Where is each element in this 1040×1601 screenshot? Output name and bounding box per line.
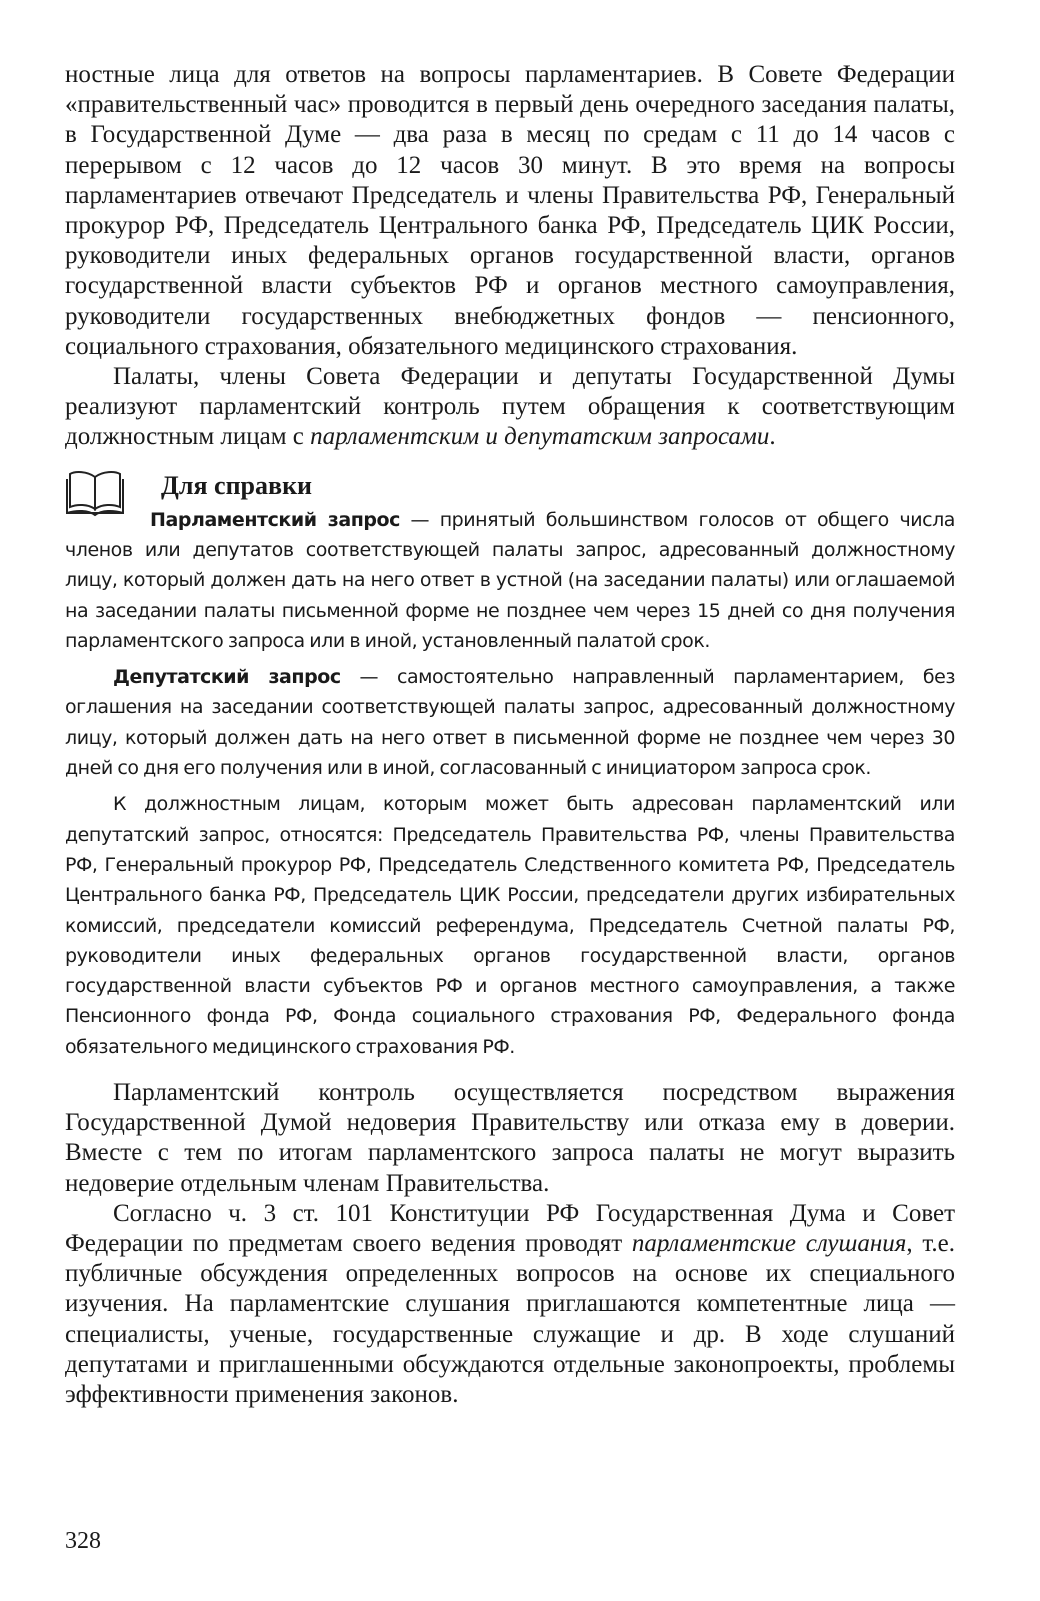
reference-title: Для справки — [161, 470, 313, 500]
italic-term: парламентские слушания — [631, 1230, 907, 1257]
definition-text: — самостоятельно направленный парламентарием, без оглашения на заседании соответствующей палаты запрос, адресованный должностному лицу, который должен дать на него ответ в письменной форме не позднее чем через 30 дней со дня его получения или в иной, согласованный с инициатором запроса срок. — [65, 666, 955, 780]
paragraph-hearings — [65, 1199, 955, 1410]
officials-list-paragraph: К должностным лицам, которым может быть адресован парламентский или депутатский запрос, относятся: Председатель Правительства РФ, члены Правительства РФ, Генеральный прокурор РФ, Председатель Следственного комитета РФ, Председатель Центрального банка РФ, Председатель ЦИК России, председатели других избирательных комиссий, председатели комиссий референдума, Председатель Счетной палаты РФ, руководители иных федеральных органов государственной власти, органов государственной власти субъектов РФ и органов местного самоуправления, а также Пенсионного фонда РФ, Фонда социального страхования РФ, Федерального фонда обязательного медицинского страхования РФ. — [65, 793, 955, 1058]
definition-term: Депутатский запрос — [113, 666, 341, 689]
paragraph-text: Согласно ч. 3 ст. 101 Конституции РФ Государственная Дума и Совет Федерации по предметам своего ведения проводят — [65, 1199, 955, 1257]
reference-box — [65, 469, 955, 1062]
definition-deputy-request — [65, 662, 955, 783]
paragraph-end: , т.е. публичные обсуждения определенных вопросов на основе их специального изучения. На парламентские слушания приглашаются компетентные лица — специалисты, ученые, государственные служащие и др. В ходе слушаний депутатами и приглашенными обсуждаются отдельные законопроекты, проблемы эффективности применения законов. — [65, 1230, 955, 1409]
paragraph-end: . — [769, 423, 776, 451]
paragraph-parliamentary-control — [65, 362, 955, 453]
main-text-bottom — [65, 1078, 955, 1410]
reference-body — [65, 505, 955, 1062]
page-content — [65, 60, 955, 1410]
definition-text: — принятый большинством голосов от общего числа членов или депутатов соответствующей палаты запрос, адресованный должностному лицу, который должен дать на него ответ в устной (на заседании палаты) или оглашаемой на заседании палаты письменной форме не позднее чем через 15 дней со дня получения парламентского запроса или в иной, установленный палатой срок. — [65, 508, 955, 652]
paragraph-continuation: ностные лица для ответов на вопросы парламентариев. В Совете Федерации «правительственный час» проводится в первый день очередного заседания палаты, в Государственной Думе — два раза в месяц по средам с 11 до 14 часов с перерывом с 12 часов до 12 часов 30 минут. В это время на вопросы парламентариев отвечают Председатель и члены Правительства РФ, Генеральный прокурор РФ, Председатель Центрального банка РФ, Председатель ЦИК России, руководители иных федеральных органов государственной власти, органов государственной власти субъектов РФ и органов местного самоуправления, руководители государственных внебюджетных фондов — пенсионного, социального страхования, обязательного медицинского страхования. — [65, 61, 955, 360]
definition-term: Парламентский запрос — [150, 508, 400, 531]
definition-parliamentary-request — [65, 505, 955, 656]
reference-header — [65, 469, 955, 505]
paragraph-text: Палаты, члены Совета Федерации и депутаты Государственной Думы реализуют парламентский контроль путем обращения к соответствующим должностным лицам с — [65, 363, 955, 451]
open-book-icon — [65, 469, 125, 517]
page-number: 328 — [65, 1528, 101, 1554]
italic-term: парламентским и депутатским запросами — [310, 423, 770, 451]
paragraph-no-confidence: Парламентский контроль осуществляется посредством выражения Государственной Думой недоверия Правительству или отказа ему в доверии. Вместе с тем по итогам парламентского запроса палаты не могут выразить недоверие отдельным членам Правительства. — [65, 1078, 955, 1197]
main-text-top — [65, 60, 955, 453]
